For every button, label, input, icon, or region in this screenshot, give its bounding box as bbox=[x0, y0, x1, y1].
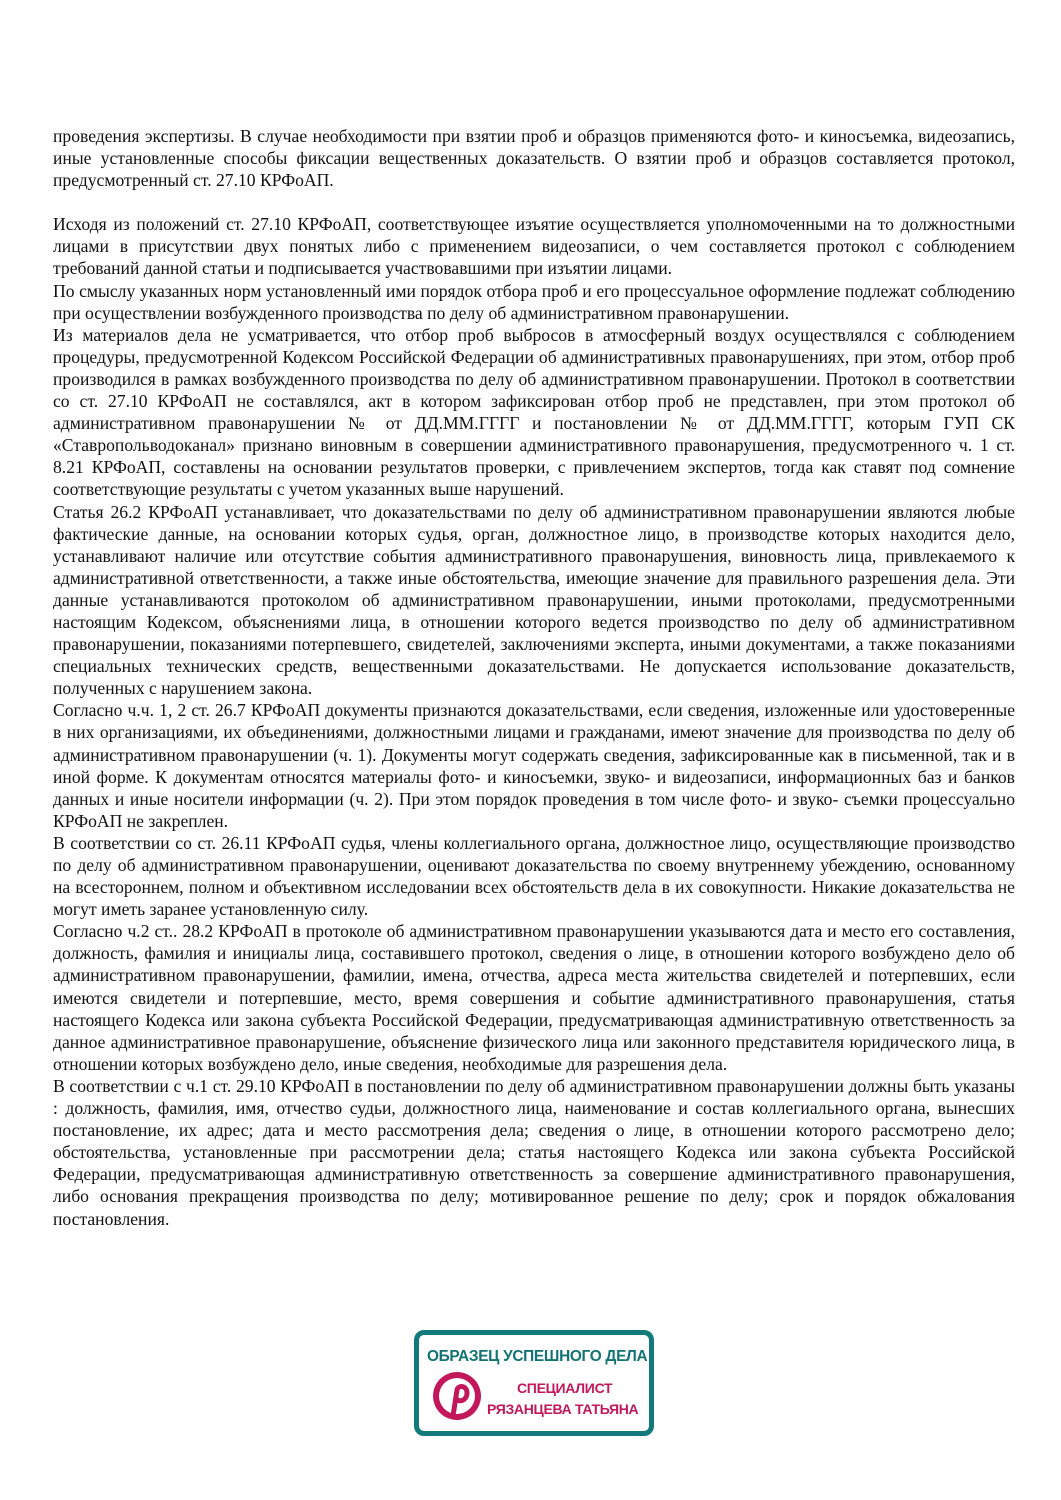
paragraph-gap bbox=[53, 191, 1015, 213]
paragraph: Статья 26.2 КРФоАП устанавливает, что доказательствами по делу об административном правонарушении являются любые фактические данные, на основании которых судья, орган, должностное лицо, в производстве которых находится дело, устанавливают наличие или отсутствие события административного правонарушения, виновность лица, привлекаемого к административной ответственности, а также иные обстоятельства, имеющие значение для правильного разрешения дела. Эти данные устанавливаются протоколом об административном правонарушении, иными протоколами, предусмотренными настоящим Кодексом, объяснениями лица, в отношении которого ведется производство по делу об административном правонарушении, показаниями потерпевшего, свидетелей, заключениями эксперта, иными документами, а также показаниями специальных технических средств, вещественными доказательствами. Не допускается использование доказательств, полученных с нарушением закона. bbox=[53, 501, 1015, 699]
stamp-title: ОБРАЗЕЦ УСПЕШНОГО ДЕЛА bbox=[427, 1348, 648, 1365]
paragraph: В соответствии со ст. 26.11 КРФоАП судья, члены коллегиального органа, должностное лицо, осуществляющие производство по делу об административном правонарушении, оценивают доказательства по своему внутреннему убеждению, основанному на всестороннем, полном и объективном исследовании всех обстоятельств дела в их совокупности. Никакие доказательства не могут иметь заранее установленную силу. bbox=[53, 832, 1015, 920]
pinterest-icon bbox=[431, 1370, 483, 1426]
watermark-stamp bbox=[414, 1330, 654, 1436]
paragraph: проведения экспертизы. В случае необходимости при взятии проб и образцов применяются фото- и киносъемка, видеозапись, иные установленные способы фиксации вещественных доказательств. О взятии проб и образцов составляется протокол, предусмотренный ст. 27.10 КРФоАП. bbox=[53, 126, 1015, 191]
stamp-specialist-label: СПЕЦИАЛИСТ bbox=[517, 1380, 613, 1396]
document-body bbox=[53, 125, 1015, 1230]
paragraph: В соответствии с ч.1 ст. 29.10 КРФоАП в постановлении по делу об административном правонарушении должны быть указаны : должность, фамилия, имя, отчество судьи, должностного лица, наименование и состав коллегиального органа, вынесших постановление, их адрес; дата и место рассмотрения дела; сведения о лице, в отношении которого рассмотрено дело; обстоятельства, установленные при рассмотрении дела; статья настоящего Кодекса или закона субъекта Российской Федерации, предусматривающая административную ответственность за совершение административного правонарушения, либо основания прекращения производства по делу; мотивированное решение по делу; срок и порядок обжалования постановления. bbox=[53, 1075, 1015, 1229]
paragraph: Из материалов дела не усматривается, что отбор проб выбросов в атмосферный воздух осуществлялся с соблюдением процедуры, предусмотренной Кодексом Российской Федерации об административных правонарушениях, при этом, отбор проб производился в рамках возбужденного производства по делу об административном правонарушении. Протокол в соответствии со ст. 27.10 КРФоАП не составлялся, акт в котором зафиксирован отбор проб не представлен, при этом протокол об административном правонарушении № от ДД.ММ.ГГГГ и постановлении № от ДД.ММ.ГГГГ, которым ГУП СК «Ставропольводоканал» признано виновным в совершении административного правонарушения, предусмотренного ч. 1 ст. 8.21 КРФоАП, составлены на основании результатов проверки, с привлечением экспертов, тогда как ставят под сомнение соответствующие результаты с учетом указанных выше нарушений. bbox=[53, 324, 1015, 500]
stamp-specialist-name: РЯЗАНЦЕВА ТАТЬЯНА bbox=[487, 1401, 639, 1417]
paragraph: Согласно ч.ч. 1, 2 ст. 26.7 КРФоАП документы признаются доказательствами, если сведения, изложенные или удостоверенные в них организациями, их объединениями, должностными лицами и гражданами, имеют значение для производства по делу об административном правонарушении (ч. 1). Документы могут содержать сведения, зафиксированные как в письменной, так и в иной форме. К документам относятся материалы фото- и киносъемки, звуко- и видеозаписи, информационных баз и банков данных и иные носители информации (ч. 2). При этом порядок проведения в том числе фото- и звуко- съемки процессуально КРФоАП не закреплен. bbox=[53, 700, 1015, 831]
paragraph: Исходя из положений ст. 27.10 КРФоАП, соответствующее изъятие осуществляется уполномоченными на то должностными лицами в присутствии двух понятых либо с применением видеозаписи, о чем составляется протокол с соблюдением требований данной статьи и подписывается участвовавшими при изъятии лицами. bbox=[53, 214, 1015, 279]
paragraph: По смыслу указанных норм установленный ими порядок отбора проб и его процессуальное оформление подлежат соблюдению при осуществлении возбужденного производства по делу об административном правонарушении. bbox=[53, 280, 1015, 323]
paragraph: Согласно ч.2 ст.. 28.2 КРФоАП в протоколе об административном правонарушении указываются дата и место его составления, должность, фамилия и инициалы лица, составившего протокол, сведения о лице, в отношении которого возбуждено дело об административном правонарушении, фамилии, имена, отчества, адреса места жительства свидетелей и потерпевших, если имеются свидетели и потерпевшие, место, время совершения и событие административного правонарушения, статья настоящего Кодекса или закона субъекта Российской Федерации, предусматривающая административную ответственность за данное административное правонарушение, объяснение физического лица или законного представителя юридического лица, в отношении которых возбуждено дело, иные сведения, необходимые для разрешения дела. bbox=[53, 921, 1015, 1074]
